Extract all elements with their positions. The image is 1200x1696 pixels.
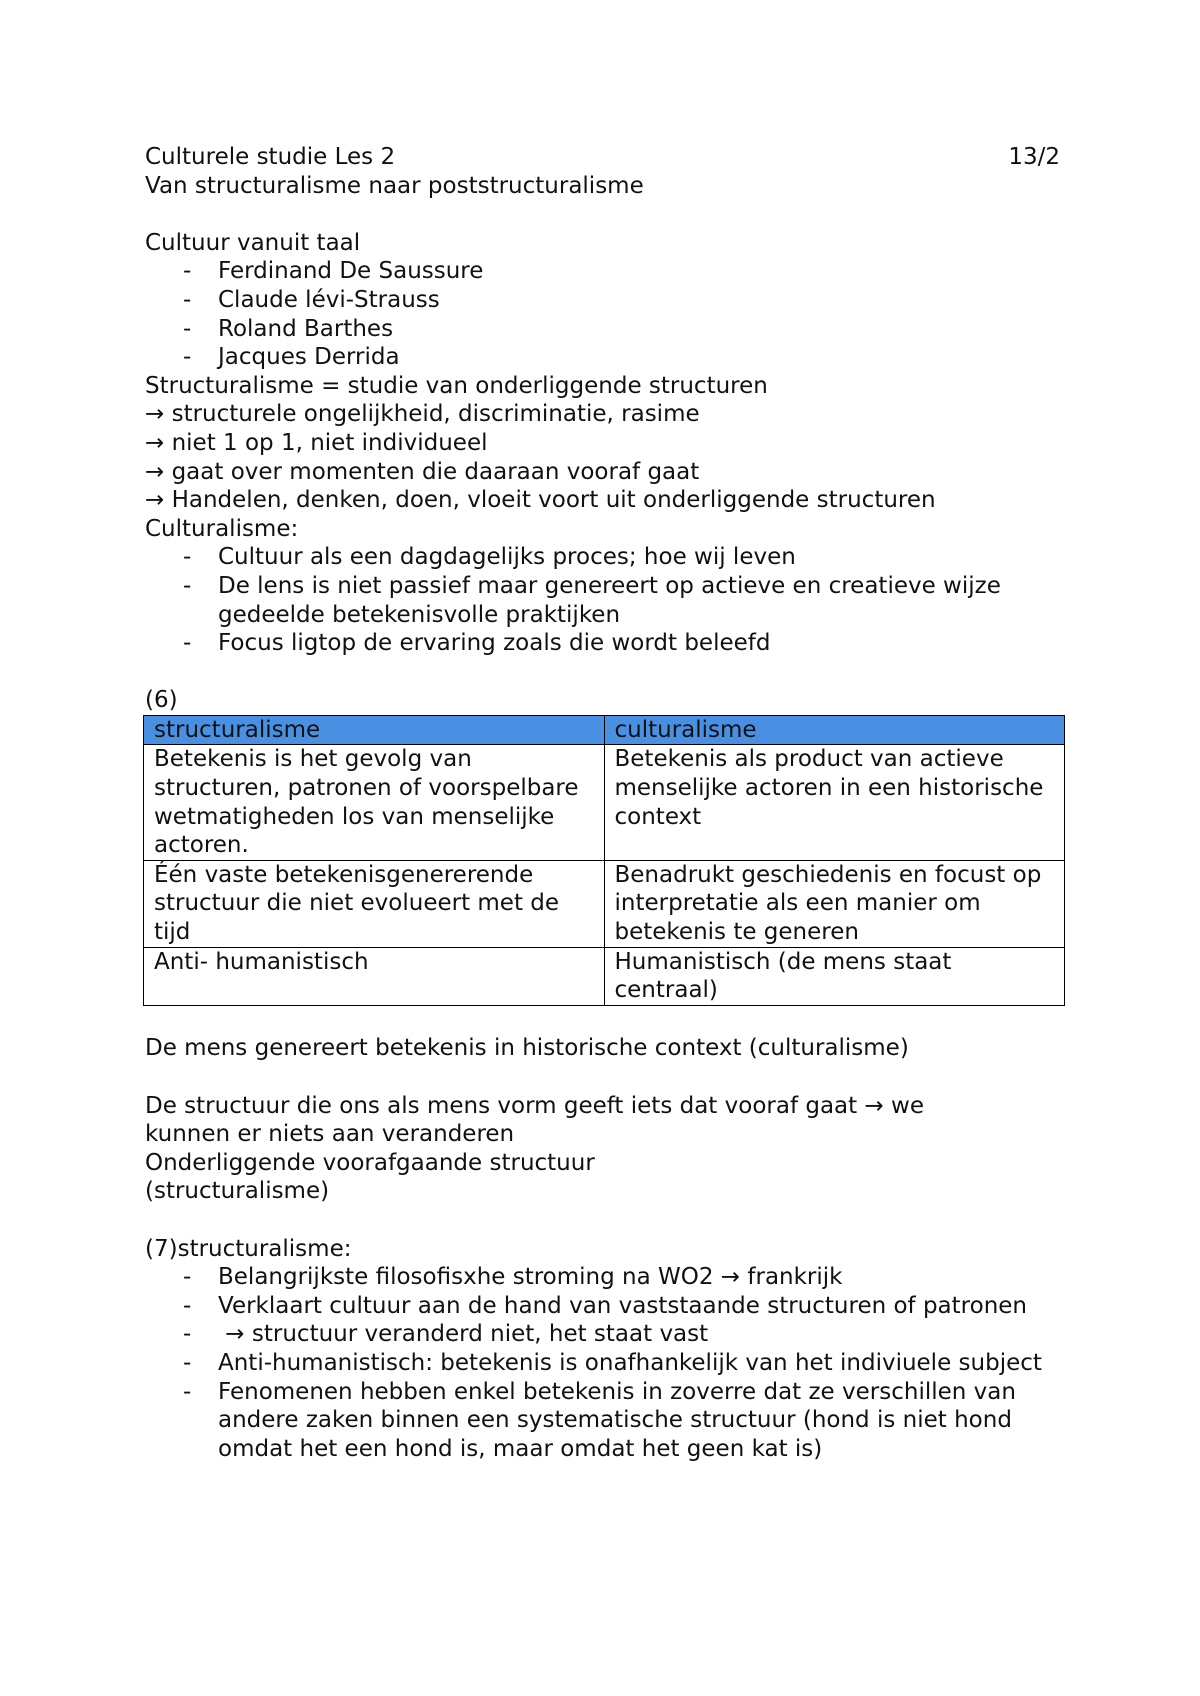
table-cell: Betekenis als product van actieve menselijke actoren in een historische context xyxy=(604,745,1065,860)
spacer xyxy=(145,1063,1065,1092)
dash-bullet: - xyxy=(183,544,192,571)
names-list xyxy=(145,257,1065,371)
dash-bullet: - xyxy=(183,315,192,342)
dash-bullet: - xyxy=(183,258,192,285)
culturalisme-note: De mens genereert betekenis in historische context (culturalisme) xyxy=(145,1035,909,1062)
structuur-note-line: Onderliggende voorafgaande structuur xyxy=(145,1149,595,1176)
arrow-line: → Handelen, denken, doen, vloeit voort uit onderliggende structuren xyxy=(145,487,936,514)
table-cell: Één vaste betekenisgenererende structuur die niet evolueert met de tijd xyxy=(144,860,605,947)
list-item: - Cultuur als een dagdagelijks proces; hoe wij leven xyxy=(183,544,796,571)
structuur-note-line: (structuralisme) xyxy=(145,1178,330,1205)
structuur-note-line: De structuur die ons als mens vorm geeft iets dat vooraf gaat → we xyxy=(145,1092,925,1119)
list-item: - Verklaart cultuur aan de hand van vaststaande structuren of patronen xyxy=(183,1292,1027,1319)
list-item: - Claude lévi-Strauss xyxy=(183,286,440,313)
dash-bullet: - xyxy=(183,1264,192,1291)
table-cell: Betekenis is het gevolg van structuren, patronen of voorspelbare wetmatigheden los van menselijke actoren. xyxy=(144,745,605,860)
spacer xyxy=(145,200,1065,229)
table-label: (6) xyxy=(145,687,178,714)
document-subtitle: Van structuralisme naar poststructuralisme xyxy=(145,172,644,199)
section-7-list xyxy=(145,1263,1065,1463)
table-row xyxy=(144,947,1065,1005)
list-item: - → structuur veranderd niet, het staat vast xyxy=(183,1321,709,1348)
dash-bullet: - xyxy=(183,630,192,657)
comparison-table xyxy=(143,715,1065,1006)
arrow-line: → niet 1 op 1, niet individueel xyxy=(145,429,488,456)
list-item: - Fenomenen hebben enkel betekenis in zoverre dat ze verschillen van andere zaken binnen een systematische structuur (hond is niet hond omdat het een hond is, maar omdat het geen kat is) xyxy=(183,1378,1016,1462)
table-header-cell: culturalisme xyxy=(604,715,1065,745)
section-7-heading: (7)structuralisme: xyxy=(145,1235,352,1262)
table-cell: Anti- humanistisch xyxy=(144,947,605,1005)
dash-bullet: - xyxy=(183,344,192,371)
dash-bullet: - xyxy=(183,1378,192,1405)
document-date: 13/2 xyxy=(1008,144,1060,170)
list-item: - Ferdinand De Saussure xyxy=(183,258,484,285)
dash-bullet: - xyxy=(183,1349,192,1376)
table-cell: Humanistisch (de mens staat centraal) xyxy=(604,947,1065,1005)
list-item: - Focus ligtop de ervaring zoals die wordt beleefd xyxy=(183,630,771,657)
arrow-line: → gaat over momenten die daaraan vooraf gaat xyxy=(145,458,700,485)
table-header-cell: structuralisme xyxy=(144,715,605,745)
header-line xyxy=(145,143,1060,172)
spacer xyxy=(145,1006,1065,1035)
arrow-line: → structurele ongelijkheid, discriminatie, rasime xyxy=(145,401,700,428)
structuur-note-line: kunnen er niets aan veranderen xyxy=(145,1121,515,1148)
table-row xyxy=(144,745,1065,860)
dash-bullet: - xyxy=(183,1292,192,1319)
list-item: - Belangrijkste filosofisxhe stroming na WO2 → frankrijk xyxy=(183,1264,843,1291)
list-item: - Jacques Derrida xyxy=(183,344,400,371)
list-item: - De lens is niet passief maar genereert op actieve en creatieve wijze gedeelde betekenisvolle praktijken xyxy=(183,572,1001,628)
table-cell: Benadrukt geschiedenis en focust op interpretatie als een manier om betekenis te generen xyxy=(604,860,1065,947)
spacer xyxy=(145,1206,1065,1235)
table-row xyxy=(144,860,1065,947)
culturalisme-heading: Culturalisme: xyxy=(145,515,299,542)
structuralisme-definition: Structuralisme = studie van onderliggende structuren xyxy=(145,372,768,399)
list-item: - Anti-humanistisch: betekenis is onafhankelijk van het indiviuele subject xyxy=(183,1349,1042,1376)
dash-bullet: - xyxy=(183,286,192,313)
culturalisme-list xyxy=(145,543,1065,657)
list-item: - Roland Barthes xyxy=(183,315,394,342)
table-header-row xyxy=(144,715,1065,745)
document-page xyxy=(145,143,1065,1463)
document-title: Culturele studie Les 2 xyxy=(145,144,396,170)
dash-bullet: - xyxy=(183,572,192,599)
spacer xyxy=(145,658,1065,687)
section-taal-heading: Cultuur vanuit taal xyxy=(145,229,361,256)
dash-bullet: - xyxy=(183,1321,192,1348)
